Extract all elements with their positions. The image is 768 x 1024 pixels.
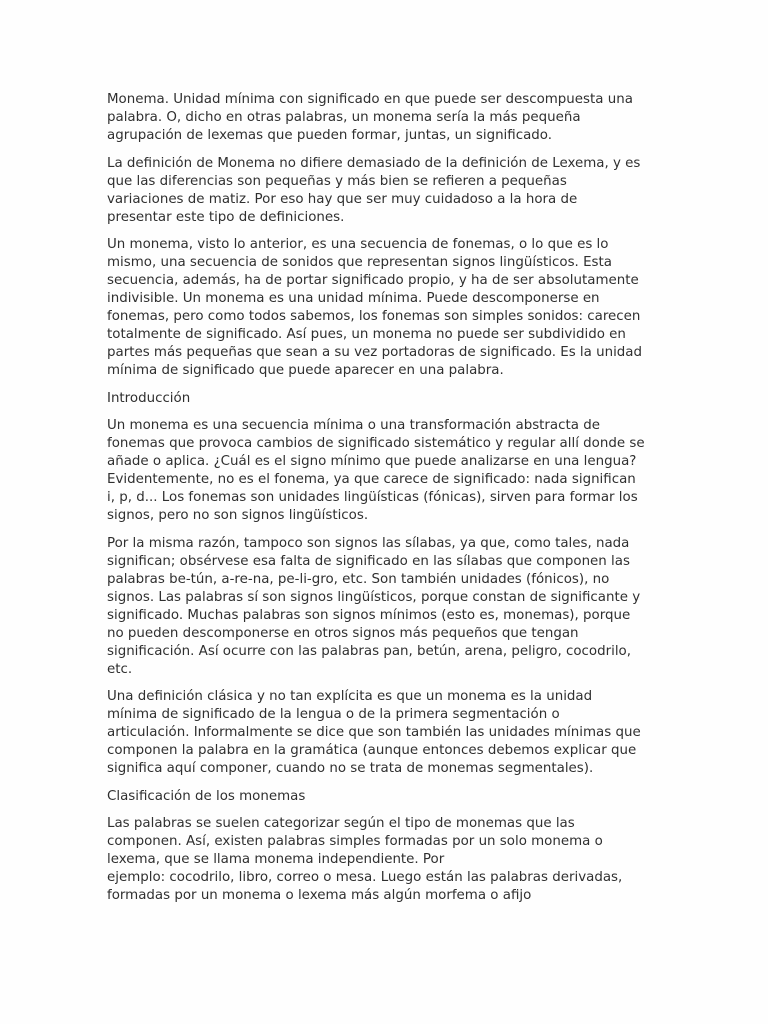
- text-line: significa aquí componer, cuando no se trata de monemas segmentales).: [107, 761, 594, 776]
- paragraph: [107, 236, 747, 380]
- text-line: La definición de Monema no difiere demasiado de la definición de Lexema, y es: [107, 155, 641, 171]
- text-line: agrupación de lexemas que pueden formar, juntas, un significado.: [107, 128, 552, 143]
- text-line: palabra. O, dicho en otras palabras, un monema sería la más pequeña: [107, 110, 581, 125]
- text-line: signos, pero no son signos lingüísticos.: [107, 508, 369, 523]
- text-line: no pueden descomponerse en otros signos más pequeños que tengan: [107, 625, 579, 641]
- text-line: Monema. Unidad mínima con significado en que puede ser descompuesta una: [107, 92, 633, 107]
- text-line: mínima de significado de la lengua o de la primera segmentación o: [107, 707, 560, 722]
- text-line: componen la palabra en la gramática (aunque entonces debemos explicar que: [107, 743, 637, 758]
- text-line: totalmente de significado. Así pues, un monema no puede ser subdividido en: [107, 327, 626, 342]
- text-line: palabras be-tún, a-re-na, pe-li-gro, etc. Son también unidades (fónicos), no: [107, 571, 610, 587]
- text-line: i, p, d... Los fonemas son unidades lingüísticas (fónicas), sirven para formar los: [107, 490, 638, 505]
- section-heading-introduccion: [107, 390, 747, 408]
- text-line: lexema, que se llama monema independiente. Por: [107, 852, 445, 867]
- text-line: Un monema, visto lo anterior, es una secuencia de fonemas, o lo que es lo: [107, 237, 609, 252]
- text-line: secuencia, además, ha de portar significado propio, y ha de ser absolutamente: [107, 273, 639, 288]
- paragraph: [107, 91, 747, 145]
- text-line: partes más pequeñas que sean a su vez portadoras de significado. Es la unidad: [107, 345, 643, 360]
- text-line: ejemplo: cocodrilo, libro, correo o mesa. Luego están las palabras derivadas,: [107, 870, 623, 885]
- text-line: fonemas, pero como todos sabemos, los fonemas son simples sonidos: carecen: [107, 309, 641, 324]
- paragraph: [107, 155, 747, 227]
- text-line: significado. Muchas palabras son signos mínimos (esto es, monemas), porque: [107, 607, 631, 623]
- heading-text: Introducción: [107, 390, 191, 406]
- text-line: formadas por un monema o lexema más algún morfema o afijo: [107, 888, 532, 903]
- text-line: signos. Las palabras sí son signos lingüísticos, porque constan de significante y: [107, 589, 641, 605]
- text-line: Un monema es una secuencia mínima o una transformación abstracta de: [107, 418, 600, 433]
- text-line: etc.: [107, 661, 133, 677]
- text-line: mismo, una secuencia de sonidos que representan signos lingüísticos. Esta: [107, 255, 612, 270]
- text-line: articulación. Informalmente se dice que son también las unidades mínimas que: [107, 725, 641, 740]
- text-line: mínima de significado que puede aparecer en una palabra.: [107, 363, 504, 378]
- text-line: Una definición clásica y no tan explícita es que un monema es la unidad: [107, 689, 593, 704]
- paragraph: [107, 688, 747, 778]
- section-heading-clasificacion: [107, 788, 747, 806]
- text-line: Evidentemente, no es el fonema, ya que carece de significado: nada significan: [107, 472, 636, 487]
- document-body: [107, 91, 747, 915]
- text-line: componen. Así, existen palabras simples formadas por un solo monema o: [107, 834, 603, 849]
- text-line: significación. Así ocurre con las palabras pan, betún, arena, peligro, cocodrilo,: [107, 643, 631, 659]
- text-line: indivisible. Un monema es una unidad mínima. Puede descomponerse en: [107, 291, 600, 306]
- text-line: presentar este tipo de definiciones.: [107, 209, 345, 225]
- text-line: Las palabras se suelen categorizar según el tipo de monemas que las: [107, 816, 575, 831]
- text-line: significan; obsérvese esa falta de significado en las sílabas que componen las: [107, 553, 630, 569]
- text-line: Por la misma razón, tampoco son signos las sílabas, ya que, como tales, nada: [107, 535, 630, 551]
- text-line: variaciones de matiz. Por eso hay que ser muy cuidadoso a la hora de: [107, 191, 578, 207]
- paragraph: [107, 815, 747, 905]
- text-line: añade o aplica. ¿Cuál es el signo mínimo que puede analizarse en una lengua?: [107, 454, 637, 469]
- text-line: que las diferencias son pequeñas y más bien se refieren a pequeñas: [107, 173, 567, 189]
- paragraph: [107, 535, 747, 679]
- heading-text: Clasificación de los monemas: [107, 788, 306, 804]
- paragraph: [107, 417, 747, 525]
- text-line: fonemas que provoca cambios de significado sistemático y regular allí donde se: [107, 436, 645, 451]
